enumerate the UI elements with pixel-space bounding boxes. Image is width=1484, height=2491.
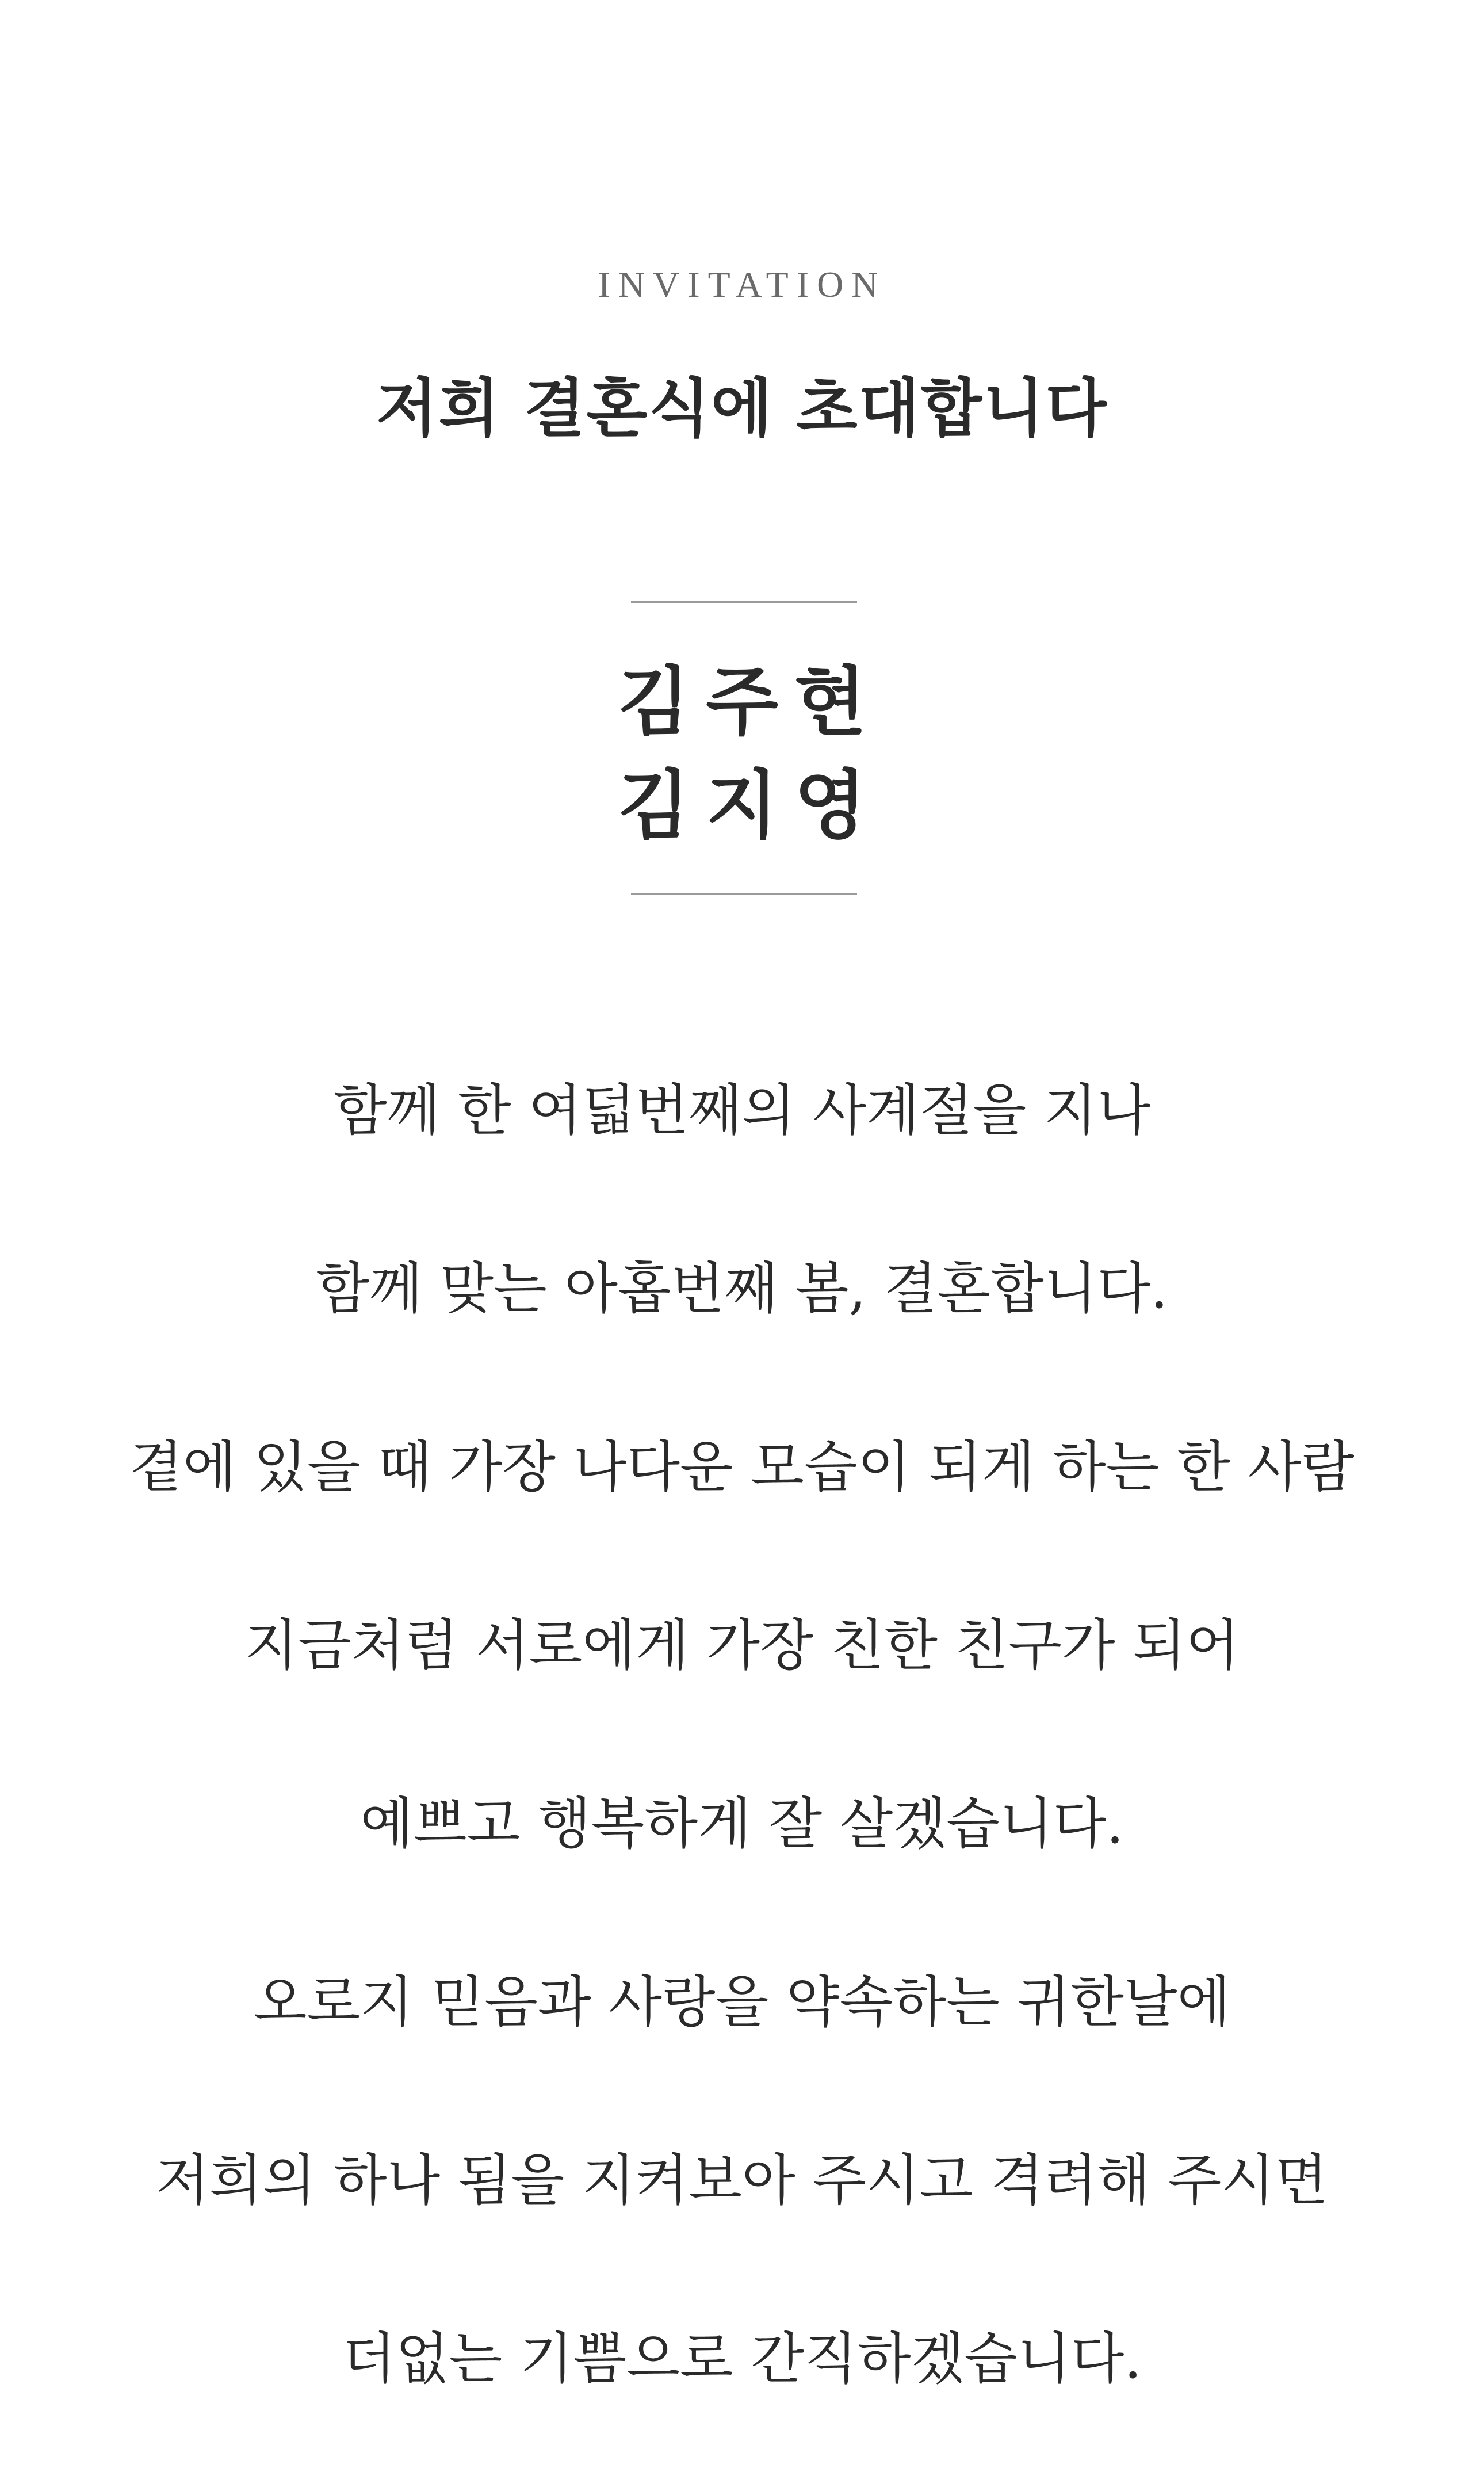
groom-name: 김주현: [617, 658, 883, 746]
message-line: 곁에 있을 때 가장 나다운 모습이 되게 하는 한 사람: [129, 1435, 1355, 1499]
message-line: 오로지 믿음과 사랑을 약속하는 귀한날에: [253, 1970, 1231, 2034]
names-top-divider: [631, 601, 857, 603]
invitation-headline: 저희 결혼식에 초대합니다: [376, 372, 1108, 445]
message-line: 함께 맞는 아홉번째 봄, 결혼합니다.: [316, 1256, 1168, 1321]
message-line: 예쁘고 행복하게 잘 살겠습니다.: [360, 1791, 1124, 1856]
message-line: 함께 한 여덟번째의 사계절을 지나: [333, 1078, 1151, 1143]
bride-name: 김지영: [617, 761, 883, 849]
invitation-message: [0, 1064, 1484, 2491]
message-line: 지금처럼 서로에게 가장 친한 친구가 되어: [244, 1613, 1240, 1678]
names-bottom-divider: [631, 893, 857, 895]
message-line: 저희의 하나 됨을 지켜보아 주시고 격려해 주시면: [156, 2148, 1328, 2213]
couple-names: [0, 650, 1484, 857]
invitation-eyebrow: INVITATION: [598, 264, 886, 305]
message-line: 더없는 기쁨으로 간직하겠습니다.: [342, 2326, 1142, 2391]
